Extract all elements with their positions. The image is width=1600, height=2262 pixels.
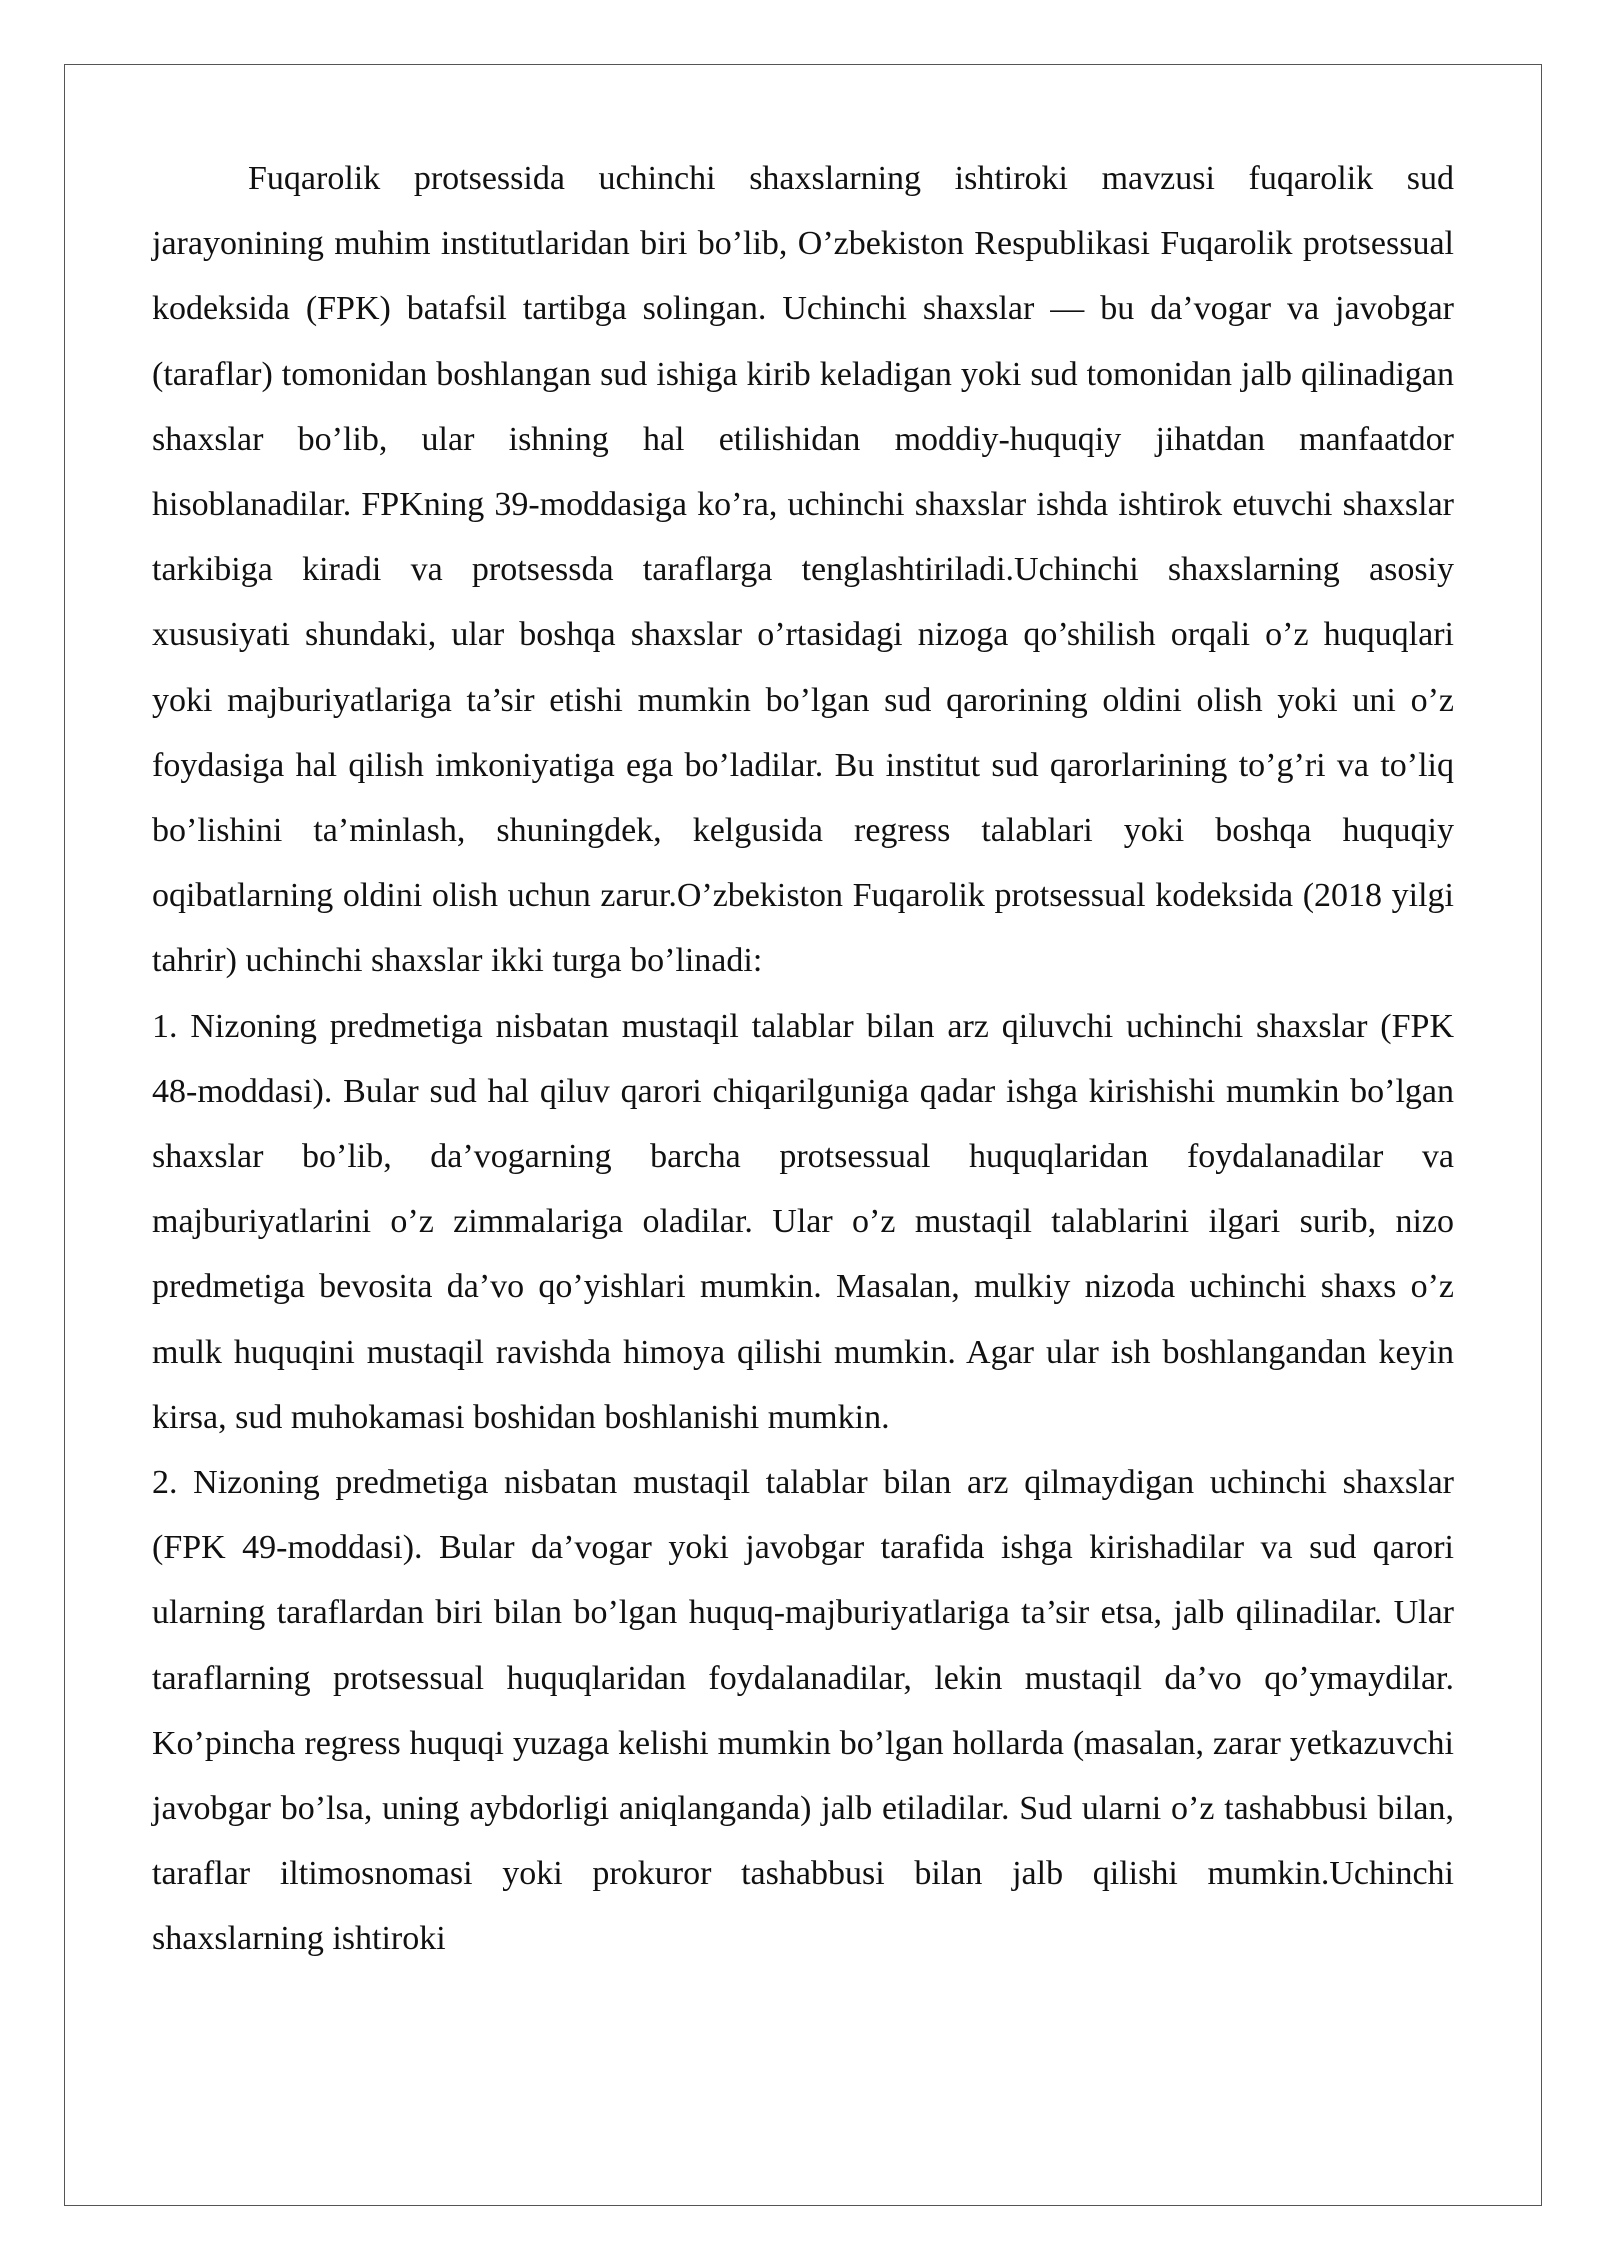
paragraph-intro: Fuqarolik protsessida uchinchi shaxslarning ishtiroki mavzusi fuqarolik sud jarayonining muhim institutlaridan biri bo’lib, O’zbekiston Respublikasi Fuqarolik protsessual kodeksida (FPK) batafsil tartibga solingan. Uchinchi shaxslar — bu da’vogar va javobgar (taraflar) tomonidan boshlangan sud ishiga kirib keladigan yoki sud tomonidan jalb qilinadigan shaxslar bo’lib, ular ishning hal etilishidan moddiy-huquqiy jihatdan manfaatdor hisoblanadilar. FPKning 39-moddasiga ko’ra, uchinchi shaxslar ishda ishtirok etuvchi shaxslar tarkibiga kiradi va protsessda taraflarga tenglashtiriladi.Uchinchi shaxslarning asosiy xususiyati shundaki, ular boshqa shaxslar o’rtasidagi nizoga qo’shilish orqali o’z huquqlari yoki majburiyatlariga ta’sir etishi mumkin bo’lgan sud qarorining oldini olish yoki uni o’z foydasiga hal qilish imkoniyatiga ega bo’ladilar. Bu institut sud qarorlarining to’g’ri va to’liq bo’lishini ta’minlash, shuningdek, kelgusida regress talablari yoki boshqa huquqiy oqibatlarning oldini olish uchun zarur.O’zbekiston Fuqarolik protsessual kodeksida (2018 yilgi tahrir) uchinchi shaxslar ikki turga bo’linadi: <box>152 160 1454 980</box>
paragraph-item-2: 2. Nizoning predmetiga nisbatan mustaqil talablar bilan arz qilmaydigan uchinchi shaxslar (FPK 49-moddasi). Bular da’vogar yoki javobgar tarafida ishga kirishadilar va sud qarori ularning taraflardan biri bilan bo’lgan huquq-majburiyatlariga ta’sir etsa, jalb qilinadilar. Ular taraflarning protsessual huquqlaridan foydalanadilar, lekin mustaqil da’vo qo’ymaydilar. Ko’pincha regress huquqi yuzaga kelishi mumkin bo’lgan hollarda (masalan, zarar yetkazuvchi javobgar bo’lsa, uning aybdorligi aniqlanganda) jalb etiladilar. Sud ularni o’z tashabbusi bilan, taraflar iltimosnomasi yoki prokuror tashabbusi bilan jalb qilishi mumkin.Uchinchi shaxslarning ishtiroki <box>152 1464 1454 1958</box>
paragraph-item-1: 1. Nizoning predmetiga nisbatan mustaqil talablar bilan arz qiluvchi uchinchi shaxslar (FPK 48-moddasi). Bular sud hal qiluv qarori chiqarilguniga qadar ishga kirishishi mumkin bo’lgan shaxslar bo’lib, da’vogarning barcha protsessual huquqlaridan foydalanadilar va majburiyatlarini o’z zimmalariga oladilar. Ular o’z mustaqil talablarini ilgari surib, nizo predmetiga bevosita da’vo qo’yishlari mumkin. Masalan, mulkiy nizoda uchinchi shaxs o’z mulk huquqini mustaqil ravishda himoya qilishi mumkin. Agar ular ish boshlangandan keyin kirsa, sud muhokamasi boshidan boshlanishi mumkin. <box>152 1007 1454 1436</box>
document-body <box>152 146 1454 1972</box>
